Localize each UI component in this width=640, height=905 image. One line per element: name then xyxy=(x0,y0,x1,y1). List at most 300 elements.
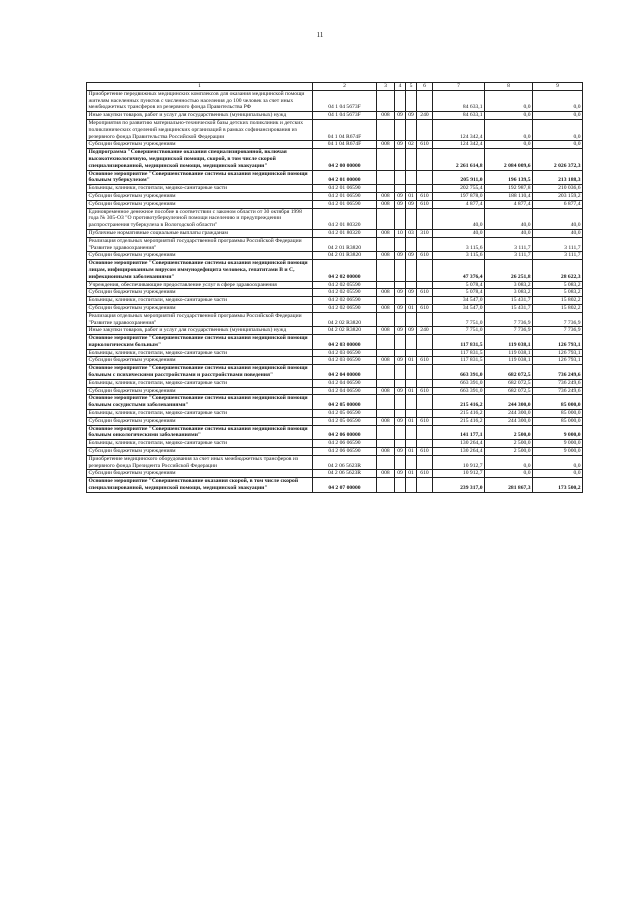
target-article-code: 04 2 02 00000 xyxy=(313,260,377,281)
amount-year-2: 119 038,1 xyxy=(485,357,533,365)
item-name: Учреждения, обеспечивающие предоставление услуг в сфере здравоохранения xyxy=(87,281,313,289)
target-article-code: 04 2 02 05590 xyxy=(313,281,377,289)
item-name: Субсидии бюджетным учреждениям xyxy=(87,192,313,200)
target-article-code: 04 2 03 06590 xyxy=(313,349,377,357)
section-code xyxy=(395,335,406,350)
department-code: 008 xyxy=(377,387,395,395)
amount-year-1: 10 912,7 xyxy=(433,455,485,470)
target-article-code: 04 2 05 06590 xyxy=(313,410,377,418)
amount-year-2: 682 072,5 xyxy=(485,387,533,395)
target-article-code: 04 2 01 00000 xyxy=(313,170,377,185)
item-name: Субсидии бюджетным учреждениям xyxy=(87,470,313,478)
department-code xyxy=(377,478,395,493)
subsection-code: 01 xyxy=(406,417,417,425)
amount-year-3: 210 036,6 xyxy=(533,185,583,193)
section-code xyxy=(395,170,406,185)
item-name: Приобретение передвижных медицинских комплексов для оказания медицинской помощи жителям населенных пунктов с численностью населения до 100 человек за счет иных межбюджетных трансферов из резервного фонда Правительства РФ xyxy=(87,90,313,111)
section-code: 09 xyxy=(395,252,406,260)
department-code xyxy=(377,149,395,170)
table-row xyxy=(87,379,583,387)
amount-year-1: 130 264,4 xyxy=(433,440,485,448)
section-code: 09 xyxy=(395,289,406,297)
target-article-code: 04 2 02 06590 xyxy=(313,297,377,305)
section-code: 09 xyxy=(395,327,406,335)
column-number: 9 xyxy=(533,83,583,91)
amount-year-1: 3 115,6 xyxy=(433,237,485,252)
amount-year-3: 736 249,6 xyxy=(533,387,583,395)
amount-year-1: 84 633,1 xyxy=(433,112,485,120)
table-row xyxy=(87,304,583,312)
section-code xyxy=(395,379,406,387)
department-code xyxy=(377,455,395,470)
amount-year-2: 26 251,8 xyxy=(485,260,533,281)
amount-year-1: 117 831,5 xyxy=(433,357,485,365)
table-row xyxy=(87,141,583,149)
department-code xyxy=(377,297,395,305)
amount-year-2: 192 987,8 xyxy=(485,185,533,193)
item-name: Основное мероприятие "Совершенствование системы оказания медицинской помощи больным онкологическими заболеваниями" xyxy=(87,425,313,440)
item-name: Субсидии бюджетным учреждениям xyxy=(87,289,313,297)
expense-type-code: 610 xyxy=(417,448,433,456)
section-code: 09 xyxy=(395,192,406,200)
expense-type-code: 610 xyxy=(417,252,433,260)
amount-year-3: 85 000,0 xyxy=(533,395,583,410)
section-code: 09 xyxy=(395,112,406,120)
amount-year-3: 126 793,1 xyxy=(533,357,583,365)
department-code xyxy=(377,312,395,327)
subsection-code xyxy=(406,440,417,448)
amount-year-3: 3 111,7 xyxy=(533,252,583,260)
table-row xyxy=(87,170,583,185)
amount-year-1: 84 633,1 xyxy=(433,90,485,111)
expense-type-code xyxy=(417,149,433,170)
target-article-code: 04 2 05 00000 xyxy=(313,395,377,410)
expense-type-code xyxy=(417,208,433,229)
expense-type-code: 610 xyxy=(417,141,433,149)
item-name: Больницы, клиники, госпитали, медико-санитарные части xyxy=(87,349,313,357)
department-code xyxy=(377,185,395,193)
table-row xyxy=(87,149,583,170)
section-code: 09 xyxy=(395,304,406,312)
item-name: Иные закупки товаров, работ и услуг для государственных (муниципальных) нужд xyxy=(87,112,313,120)
table-row xyxy=(87,185,583,193)
subsection-code xyxy=(406,335,417,350)
amount-year-2: 4 877,4 xyxy=(485,200,533,208)
table-row xyxy=(87,112,583,120)
amount-year-2: 244 300,0 xyxy=(485,395,533,410)
section-code xyxy=(395,440,406,448)
section-code xyxy=(395,297,406,305)
department-code: 008 xyxy=(377,112,395,120)
target-article-code: 04 1 04 R674F xyxy=(313,119,377,140)
column-number: 3 xyxy=(377,83,395,91)
department-code: 008 xyxy=(377,327,395,335)
subsection-code: 09 xyxy=(406,252,417,260)
amount-year-1: 7 751,0 xyxy=(433,327,485,335)
expense-type-code xyxy=(417,478,433,493)
table-row xyxy=(87,119,583,140)
item-name: Основное мероприятие "Совершенствование системы оказания медицинской помощи больным сосудистыми заболеваниями" xyxy=(87,395,313,410)
target-article-code: 04 2 04 00000 xyxy=(313,365,377,380)
item-name: Субсидии бюджетным учреждениям xyxy=(87,304,313,312)
department-code: 008 xyxy=(377,470,395,478)
column-number: 6 xyxy=(417,83,433,91)
section-code xyxy=(395,237,406,252)
expense-type-code xyxy=(417,365,433,380)
amount-year-2: 40,0 xyxy=(485,229,533,237)
target-article-code: 04 2 02 05590 xyxy=(313,289,377,297)
target-article-code: 04 2 01 80320 xyxy=(313,208,377,229)
target-article-code: 04 2 01 06590 xyxy=(313,192,377,200)
amount-year-3: 9 000,0 xyxy=(533,425,583,440)
item-name: Субсидии бюджетным учреждениям xyxy=(87,252,313,260)
amount-year-2: 244 300,0 xyxy=(485,410,533,418)
expense-type-code: 610 xyxy=(417,192,433,200)
target-article-code: 04 2 04 06590 xyxy=(313,387,377,395)
table-row xyxy=(87,252,583,260)
section-code xyxy=(395,478,406,493)
target-article-code: 04 2 06 06590 xyxy=(313,448,377,456)
amount-year-3: 126 793,1 xyxy=(533,349,583,357)
column-number: 4 xyxy=(395,83,406,91)
page-number: 11 xyxy=(316,31,324,39)
column-number: 2 xyxy=(313,83,377,91)
table-row xyxy=(87,440,583,448)
amount-year-1: 130 264,4 xyxy=(433,448,485,456)
item-name: Основное мероприятие "Совершенствование оказания скорой, в том числе скорой специализированной, медицинской помощи, медицинской эвакуации" xyxy=(87,478,313,493)
department-code xyxy=(377,349,395,357)
department-code: 008 xyxy=(377,141,395,149)
table-row xyxy=(87,387,583,395)
table-row xyxy=(87,425,583,440)
department-code xyxy=(377,90,395,111)
section-code xyxy=(395,425,406,440)
amount-year-2: 15 431,7 xyxy=(485,304,533,312)
item-name: Больницы, клиники, госпитали, медико-санитарные части xyxy=(87,185,313,193)
section-code: 09 xyxy=(395,141,406,149)
subsection-code xyxy=(406,260,417,281)
expense-type-code xyxy=(417,379,433,387)
section-code: 09 xyxy=(395,387,406,395)
item-name: Субсидии бюджетным учреждениям xyxy=(87,357,313,365)
item-name: Основное мероприятие "Совершенствование системы оказания медицинской помощи лицам, инфицированным вирусом иммунодефицита человека, гепатитами В и С, инфекционными заболеваниями" xyxy=(87,260,313,281)
expense-type-code xyxy=(417,237,433,252)
subsection-code xyxy=(406,297,417,305)
table-row xyxy=(87,192,583,200)
amount-year-3: 2 026 372,3 xyxy=(533,149,583,170)
section-code xyxy=(395,395,406,410)
expense-type-code xyxy=(417,119,433,140)
column-number: 7 xyxy=(433,83,485,91)
department-code: 008 xyxy=(377,252,395,260)
column-number: 1 xyxy=(87,83,313,91)
target-article-code: 04 2 03 06590 xyxy=(313,357,377,365)
amount-year-1: 117 831,5 xyxy=(433,349,485,357)
table-row xyxy=(87,237,583,252)
target-article-code: 04 2 04 06590 xyxy=(313,379,377,387)
amount-year-1: 40,0 xyxy=(433,229,485,237)
expense-type-code: 610 xyxy=(417,200,433,208)
subsection-code xyxy=(406,425,417,440)
amount-year-1: 215 416,2 xyxy=(433,417,485,425)
expense-type-code: 610 xyxy=(417,289,433,297)
department-code: 008 xyxy=(377,357,395,365)
subsection-code: 01 xyxy=(406,387,417,395)
target-article-code: 04 2 02 R3820 xyxy=(313,327,377,335)
target-article-code: 04 2 01 80320 xyxy=(313,229,377,237)
item-name: Субсидии бюджетным учреждениям xyxy=(87,448,313,456)
amount-year-2: 3 083,2 xyxy=(485,281,533,289)
expense-type-code xyxy=(417,170,433,185)
target-article-code: 04 2 00 00000 xyxy=(313,149,377,170)
amount-year-2: 7 736,9 xyxy=(485,327,533,335)
department-code xyxy=(377,281,395,289)
table-row xyxy=(87,470,583,478)
expense-type-code xyxy=(417,312,433,327)
expense-type-code xyxy=(417,349,433,357)
subsection-code xyxy=(406,395,417,410)
amount-year-2: 196 139,5 xyxy=(485,170,533,185)
target-article-code: 04 2 03 00000 xyxy=(313,335,377,350)
amount-year-3: 0,0 xyxy=(533,141,583,149)
amount-year-1: 3 115,6 xyxy=(433,252,485,260)
amount-year-1: 663 391,0 xyxy=(433,387,485,395)
amount-year-2: 119 038,1 xyxy=(485,349,533,357)
amount-year-3: 85 000,0 xyxy=(533,410,583,418)
amount-year-3: 9 000,0 xyxy=(533,440,583,448)
expense-type-code: 610 xyxy=(417,387,433,395)
subsection-code xyxy=(406,312,417,327)
amount-year-1: 197 878,0 xyxy=(433,192,485,200)
amount-year-1: 663 391,0 xyxy=(433,379,485,387)
amount-year-3: 0,0 xyxy=(533,470,583,478)
item-name: Подпрограмма "Совершенствование оказания специализированной, включая высокотехнологичную, медицинской помощи, скорой, в том числе скорой специализированной, медицинской помощи, медицинской эвакуации" xyxy=(87,149,313,170)
subsection-code xyxy=(406,237,417,252)
subsection-code xyxy=(406,478,417,493)
subsection-code: 09 xyxy=(406,200,417,208)
amount-year-1: 215 416,2 xyxy=(433,395,485,410)
amount-year-3: 0,0 xyxy=(533,112,583,120)
subsection-code xyxy=(406,281,417,289)
item-name: Больницы, клиники, госпитали, медико-санитарные части xyxy=(87,440,313,448)
department-code xyxy=(377,208,395,229)
amount-year-1: 5 078,4 xyxy=(433,289,485,297)
section-code xyxy=(395,410,406,418)
amount-year-1: 5 078,4 xyxy=(433,281,485,289)
item-name: Единовременное денежное пособие в соответствии с законом области от 30 октября 1998 года № 305-ОЗ "О противотуберкулезной помощи населению и предупреждении распространения туберкулеза в Вологодской области" xyxy=(87,208,313,229)
department-code xyxy=(377,119,395,140)
amount-year-3: 28 622,3 xyxy=(533,260,583,281)
subsection-code: 01 xyxy=(406,357,417,365)
amount-year-3: 203 159,2 xyxy=(533,192,583,200)
amount-year-1: 4 877,4 xyxy=(433,200,485,208)
amount-year-2: 7 736,9 xyxy=(485,312,533,327)
subsection-code: 01 xyxy=(406,304,417,312)
subsection-code: 09 xyxy=(406,289,417,297)
amount-year-1: 7 751,0 xyxy=(433,312,485,327)
amount-year-3: 736 249,6 xyxy=(533,365,583,380)
section-code xyxy=(395,349,406,357)
amount-year-1: 215 416,2 xyxy=(433,410,485,418)
target-article-code: 04 2 06 5623R xyxy=(313,455,377,470)
department-code xyxy=(377,440,395,448)
target-article-code: 04 2 06 06590 xyxy=(313,440,377,448)
amount-year-1: 124 342,4 xyxy=(433,119,485,140)
section-code xyxy=(395,281,406,289)
expense-type-code xyxy=(417,281,433,289)
item-name: Реализация отдельных мероприятий государственной программы Российской Федерации "Развитие здравоохранения" xyxy=(87,312,313,327)
expense-type-code xyxy=(417,335,433,350)
amount-year-2: 244 300,0 xyxy=(485,417,533,425)
amount-year-2: 682 072,5 xyxy=(485,365,533,380)
column-number: 5 xyxy=(406,83,417,91)
expense-type-code xyxy=(417,297,433,305)
item-name: Субсидии бюджетным учреждениям xyxy=(87,417,313,425)
expense-type-code: 610 xyxy=(417,470,433,478)
subsection-code xyxy=(406,455,417,470)
expense-type-code xyxy=(417,455,433,470)
subsection-code xyxy=(406,149,417,170)
budget-table xyxy=(86,82,583,493)
table-row xyxy=(87,200,583,208)
amount-year-3: 0,0 xyxy=(533,90,583,111)
amount-year-1: 34 547,0 xyxy=(433,304,485,312)
amount-year-3: 5 083,2 xyxy=(533,289,583,297)
column-number: 8 xyxy=(485,83,533,91)
amount-year-2: 3 083,2 xyxy=(485,289,533,297)
expense-type-code xyxy=(417,90,433,111)
amount-year-3: 5 083,2 xyxy=(533,281,583,289)
expense-type-code: 310 xyxy=(417,229,433,237)
amount-year-2: 0,0 xyxy=(485,119,533,140)
table-row xyxy=(87,297,583,305)
amount-year-2: 188 110,4 xyxy=(485,192,533,200)
amount-year-2: 3 111,7 xyxy=(485,252,533,260)
department-code xyxy=(377,335,395,350)
expense-type-code: 610 xyxy=(417,417,433,425)
section-code xyxy=(395,455,406,470)
expense-type-code xyxy=(417,425,433,440)
department-code xyxy=(377,425,395,440)
target-article-code: 04 2 06 5623R xyxy=(313,470,377,478)
item-name: Мероприятия по развитию материально-технической базы детских поликлиник и детских поликлинических отделений медицинских организаций в рамках софинансирования из резервного фонда Правительства Российской Федерации xyxy=(87,119,313,140)
table-row xyxy=(87,289,583,297)
target-article-code: 04 2 01 R3820 xyxy=(313,252,377,260)
amount-year-1: 117 831,5 xyxy=(433,335,485,350)
section-code: 10 xyxy=(395,229,406,237)
target-article-code: 04 1 04 R674F xyxy=(313,141,377,149)
table-row xyxy=(87,478,583,493)
item-name: Основное мероприятие "Совершенствование системы оказания медицинской помощи больным туберкулезом" xyxy=(87,170,313,185)
table-row xyxy=(87,281,583,289)
amount-year-3: 0,0 xyxy=(533,455,583,470)
amount-year-3: 213 188,3 xyxy=(533,170,583,185)
table-row xyxy=(87,208,583,229)
department-code: 008 xyxy=(377,229,395,237)
target-article-code: 04 2 02 06590 xyxy=(313,304,377,312)
subsection-code: 03 xyxy=(406,229,417,237)
amount-year-3: 126 793,1 xyxy=(533,335,583,350)
expense-type-code: 240 xyxy=(417,327,433,335)
subsection-code xyxy=(406,379,417,387)
amount-year-3: 736 249,6 xyxy=(533,379,583,387)
target-article-code: 04 1 04 5673F xyxy=(313,112,377,120)
amount-year-3: 6 877,4 xyxy=(533,200,583,208)
amount-year-2: 2 500,0 xyxy=(485,440,533,448)
section-code xyxy=(395,119,406,140)
amount-year-1: 202 755,4 xyxy=(433,185,485,193)
section-code xyxy=(395,208,406,229)
section-code: 09 xyxy=(395,417,406,425)
section-code xyxy=(395,365,406,380)
item-name: Основное мероприятие "Совершенствование системы оказания медицинской помощи больным с психическими расстройствами и расстройствами поведения" xyxy=(87,365,313,380)
amount-year-2: 2 500,0 xyxy=(485,425,533,440)
department-code xyxy=(377,170,395,185)
department-code: 008 xyxy=(377,192,395,200)
section-code xyxy=(395,90,406,111)
table-row xyxy=(87,410,583,418)
item-name: Публичные нормативные социальные выплаты гражданам xyxy=(87,229,313,237)
target-article-code: 04 2 01 R3820 xyxy=(313,237,377,252)
amount-year-2: 0,0 xyxy=(485,112,533,120)
department-code: 008 xyxy=(377,304,395,312)
amount-year-2: 2 084 009,6 xyxy=(485,149,533,170)
target-article-code: 04 2 01 06590 xyxy=(313,185,377,193)
subsection-code xyxy=(406,349,417,357)
amount-year-1: 40,0 xyxy=(433,208,485,229)
department-code: 008 xyxy=(377,448,395,456)
amount-year-1: 2 261 614,8 xyxy=(433,149,485,170)
amount-year-2: 2 500,0 xyxy=(485,448,533,456)
table-row xyxy=(87,327,583,335)
target-article-code: 04 1 04 5673F xyxy=(313,90,377,111)
header-row xyxy=(87,83,583,91)
table-row xyxy=(87,335,583,350)
target-article-code: 04 2 02 R3820 xyxy=(313,312,377,327)
subsection-code: 09 xyxy=(406,327,417,335)
amount-year-1: 10 912,7 xyxy=(433,470,485,478)
amount-year-3: 7 736,9 xyxy=(533,327,583,335)
department-code xyxy=(377,410,395,418)
table-row xyxy=(87,395,583,410)
department-code xyxy=(377,260,395,281)
table-body xyxy=(87,83,583,493)
expense-type-code xyxy=(417,260,433,281)
amount-year-1: 663 391,0 xyxy=(433,365,485,380)
subsection-code xyxy=(406,119,417,140)
subsection-code xyxy=(406,410,417,418)
amount-year-3: 85 000,0 xyxy=(533,417,583,425)
section-code xyxy=(395,260,406,281)
amount-year-1: 205 911,0 xyxy=(433,170,485,185)
item-name: Больницы, клиники, госпитали, медико-санитарные части xyxy=(87,379,313,387)
subsection-code: 01 xyxy=(406,470,417,478)
expense-type-code: 610 xyxy=(417,304,433,312)
table-row xyxy=(87,229,583,237)
amount-year-2: 0,0 xyxy=(485,141,533,149)
department-code: 008 xyxy=(377,200,395,208)
amount-year-2: 0,0 xyxy=(485,470,533,478)
amount-year-2: 15 431,7 xyxy=(485,297,533,305)
department-code xyxy=(377,379,395,387)
amount-year-1: 124 342,4 xyxy=(433,141,485,149)
expense-type-code xyxy=(417,395,433,410)
amount-year-3: 7 736,9 xyxy=(533,312,583,327)
amount-year-2: 281 867,3 xyxy=(485,478,533,493)
section-code: 09 xyxy=(395,470,406,478)
expense-type-code: 240 xyxy=(417,112,433,120)
subsection-code xyxy=(406,170,417,185)
